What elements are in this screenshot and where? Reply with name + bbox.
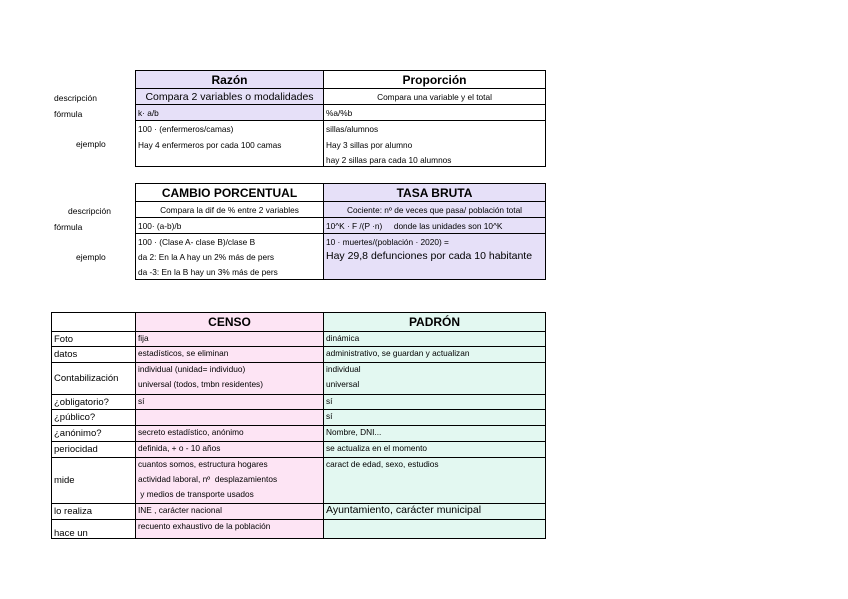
- censo-cell: [135, 425, 324, 442]
- censo-cell: [135, 394, 324, 410]
- censo-cell-line: y medios de transporte usados: [138, 489, 254, 499]
- corner-cell: [51, 312, 136, 332]
- ejemplo-label: ejemplo: [76, 139, 106, 149]
- proporcion-formula: %a/%b: [323, 104, 546, 121]
- cambio-ejemplo-line: da 2: En la A hay un 2% más de pers: [138, 252, 275, 262]
- proporcion-ejemplo-line: hay 2 sillas para cada 10 alumnos: [326, 155, 452, 165]
- censo-cell-line: fija: [138, 333, 149, 343]
- censo-cell: [135, 503, 324, 520]
- tasa-formula: 10^K · F /(P ·n) donde las unidades son 10^K: [323, 217, 546, 234]
- row-label: datos: [51, 346, 136, 363]
- padron-cell: [323, 441, 546, 458]
- cambio-descripcion: Compara la dif de % entre 2 variables: [135, 201, 324, 218]
- cambio-ejemplo-line: 100 · (Clase A- clase B)/clase B: [138, 237, 256, 247]
- censo-cell-line: definida, + o - 10 años: [138, 443, 221, 453]
- descripcion-label: descripción: [54, 93, 97, 103]
- cambio-formula: 100· (a-b)/b: [135, 217, 324, 234]
- row-label: ¿público?: [51, 409, 136, 426]
- tasa-ejemplo: [323, 233, 546, 280]
- cambio-ejemplo-line: da -3: En la B hay un 3% más de pers: [138, 267, 278, 277]
- row-label: mide: [51, 457, 136, 504]
- proporcion-ejemplo: [323, 120, 546, 167]
- formula-label: fórmula: [54, 222, 83, 232]
- razon-formula: k· a/b: [135, 104, 324, 121]
- padron-cell: [323, 409, 546, 426]
- censo-cell-line: estadísticos, se eliminan: [138, 348, 229, 358]
- padron-cell: [323, 425, 546, 442]
- tasa-ejemplo-line: 10 · muertes/(población · 2020) =: [326, 237, 449, 247]
- padron-cell: [323, 519, 546, 539]
- censo-cell-line: actividad laboral, nº desplazamientos: [138, 474, 278, 484]
- row-label: ¿anónimo?: [51, 425, 136, 442]
- razon-ejemplo: [135, 120, 324, 167]
- censo-cell-line: cuantos somos, estructura hogares: [138, 459, 268, 469]
- row-label: Contabilización: [51, 362, 136, 395]
- censo-header: CENSO: [135, 312, 324, 332]
- row-label: Foto: [51, 331, 136, 347]
- censo-cell: [135, 346, 324, 363]
- padron-cell-line: sí: [326, 396, 333, 406]
- censo-cell-line: recuento exhaustivo de la población: [138, 521, 271, 531]
- censo-cell: [135, 519, 324, 539]
- padron-cell-line: administrativo, se guardan y actualizan: [326, 348, 470, 358]
- censo-cell-line: INE , carácter nacional: [138, 505, 222, 515]
- padron-cell: [323, 362, 546, 395]
- padron-cell: [323, 457, 546, 504]
- ejemplo-label: ejemplo: [76, 252, 106, 262]
- censo-cell-line: sí: [138, 396, 145, 406]
- padron-cell-line: se actualiza en el momento: [326, 443, 428, 453]
- censo-cell-line: universal (todos, tmbn residentes): [138, 379, 263, 389]
- proporcion-ejemplo-line: Hay 3 sillas por alumno: [326, 140, 413, 150]
- cambio-porcentual-header: CAMBIO PORCENTUAL: [135, 183, 324, 202]
- padron-cell-line: universal: [326, 379, 360, 389]
- padron-cell: [323, 503, 546, 520]
- padron-cell-line: Nombre, DNI...: [326, 427, 382, 437]
- censo-cell-line: individual (unidad= individuo): [138, 364, 246, 374]
- padron-cell-line: caract de edad, sexo, estudios: [326, 459, 439, 469]
- razon-header: Razón: [135, 70, 324, 89]
- razon-ejemplo-line: Hay 4 enfermeros por cada 100 camas: [138, 140, 282, 150]
- censo-cell: [135, 362, 324, 395]
- padron-header: PADRÓN: [323, 312, 546, 332]
- cambio-ejemplo: [135, 233, 324, 280]
- tasa-bruta-header: TASA BRUTA: [323, 183, 546, 202]
- razon-ejemplo-line: 100 · (enfermeros/camas): [138, 124, 234, 134]
- padron-cell-line: sí: [326, 411, 333, 421]
- censo-cell: [135, 441, 324, 458]
- tasa-descripcion: Cociente: nº de veces que pasa/ población total: [323, 201, 546, 218]
- censo-cell-line: secreto estadístico, anónimo: [138, 427, 244, 437]
- padron-cell: [323, 394, 546, 410]
- censo-cell: [135, 457, 324, 504]
- row-label: periocidad: [51, 441, 136, 458]
- proporcion-ejemplo-line: sillas/alumnos: [326, 124, 379, 134]
- formula-label: fórmula: [54, 109, 83, 119]
- censo-cell: [135, 409, 324, 426]
- padron-cell-line: Ayuntamiento, carácter municipal: [326, 504, 482, 516]
- padron-cell: [323, 346, 546, 363]
- padron-cell: [323, 331, 546, 347]
- tasa-ejemplo-line: Hay 29,8 defunciones por cada 10 habitante: [326, 250, 533, 262]
- row-label: ¿obligatorio?: [51, 394, 136, 410]
- padron-cell-line: individual: [326, 364, 361, 374]
- padron-cell-line: dinámica: [326, 333, 360, 343]
- censo-cell: [135, 331, 324, 347]
- razon-descripcion: Compara 2 variables o modalidades: [135, 88, 324, 105]
- row-label: hace un: [51, 519, 136, 539]
- descripcion-label: descripción: [68, 206, 111, 216]
- row-label: lo realiza: [51, 503, 136, 520]
- proporcion-header: Proporción: [323, 70, 546, 89]
- proporcion-descripcion: Compara una variable y el total: [323, 88, 546, 105]
